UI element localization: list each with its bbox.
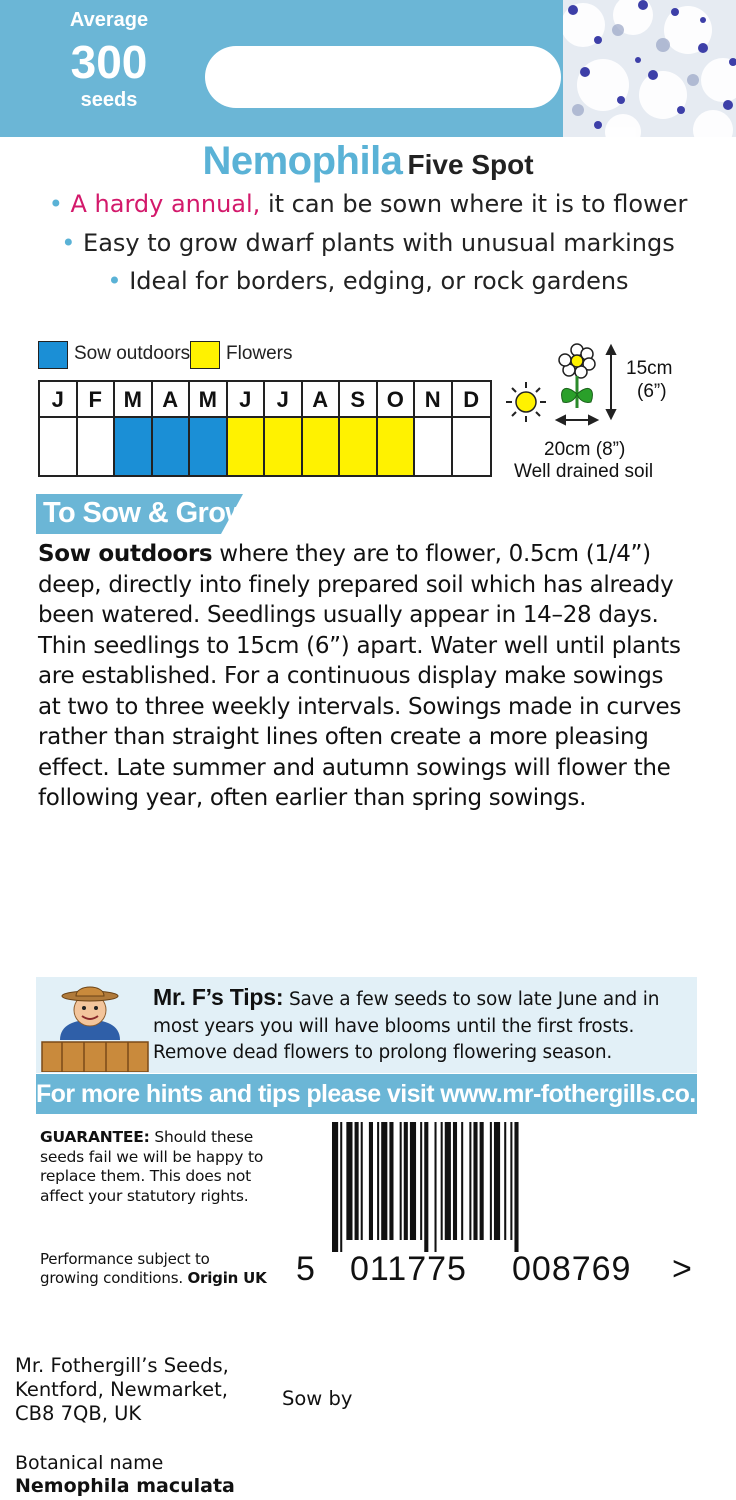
calendar-month-letter: O	[378, 382, 414, 418]
sun-icon	[504, 380, 548, 424]
barcode-bar	[445, 1122, 451, 1240]
calendar-month-letter: A	[153, 382, 189, 418]
calendar-month-letter: M	[115, 382, 151, 418]
botanical-label: Botanical name	[15, 1452, 164, 1474]
sowing-calendar	[38, 380, 492, 477]
sow-grow-instructions: Sow outdoors where they are to flower, 0.5cm (1/4”) deep, directly into finely prepared soil which has already been watered. Seedlings usually appear in 14–28 days. Thin seedlings to 15cm (6”) apart. Water well until plants are established. For a continuous display make sowings at two to three weekly intervals. Sowings made in curves rather than straight lines often create a more pleasing effect. Late summer and autumn sowings will flower the following year, often earlier than spring sowings.	[38, 541, 682, 811]
calendar-month-10	[378, 382, 416, 475]
legend-flower-swatch	[190, 341, 220, 369]
calendar-month-letter: S	[340, 382, 376, 418]
botanical-value: Nemophila maculata	[15, 1475, 235, 1497]
barcode-group-2: 008769	[512, 1250, 632, 1288]
flower-photo	[563, 0, 736, 137]
barcode-bar	[404, 1122, 408, 1240]
spread-value: 20cm (8”)	[544, 439, 626, 460]
calendar-month-letter: A	[303, 382, 339, 418]
bullet-3: • Ideal for borders, edging, or rock gardens	[107, 267, 629, 295]
bullet-2: • Easy to grow dwarf plants with unusual markings	[61, 229, 675, 257]
calendar-cell-sow	[115, 418, 151, 475]
calendar-month-letter: D	[453, 382, 491, 418]
origin-label: Origin UK	[187, 1269, 267, 1287]
calendar-cell-none	[40, 418, 76, 475]
mr-f-mascot-icon	[40, 980, 150, 1072]
calendar-month-5	[190, 382, 228, 475]
barcode-first-digit: 5	[296, 1250, 315, 1288]
calendar-month-6	[228, 382, 266, 475]
barcode-bar	[361, 1122, 363, 1240]
calendar-month-9	[340, 382, 378, 475]
seed-count-top: Average	[69, 9, 149, 31]
seed-count-bottom: seeds	[80, 89, 138, 111]
barcode-bar	[490, 1122, 492, 1240]
botanical-name	[15, 1452, 235, 1498]
calendar-month-letter: J	[265, 382, 301, 418]
sow-lead: Sow outdoors	[38, 541, 213, 567]
barcode-bar	[400, 1122, 402, 1240]
seed-count-number: 300	[70, 36, 148, 88]
calendar-cell-none	[78, 418, 114, 475]
legend-sow-label: Sow outdoors	[74, 343, 191, 364]
calendar-cell-sow	[190, 418, 226, 475]
barcode-bar	[441, 1122, 443, 1240]
soil-type: Well drained soil	[514, 461, 654, 482]
bullet-1: • A hardy annual, it can be sown where it is to flower	[48, 190, 688, 218]
height-metric: 15cm	[626, 358, 673, 379]
barcode-bar	[369, 1122, 373, 1240]
calendar-month-7	[265, 382, 303, 475]
barcode-bar	[461, 1122, 463, 1240]
barcode-bar	[514, 1122, 518, 1252]
bullet-1-text: it can be sown where it is to flower	[260, 190, 688, 218]
sow-grow-heading: To Sow & Grow	[43, 497, 248, 529]
calendar-month-4	[153, 382, 191, 475]
calendar-month-letter: N	[415, 382, 451, 418]
page-title	[0, 139, 736, 184]
barcode-bar	[473, 1122, 477, 1240]
barcode-bar	[504, 1122, 506, 1240]
barcode-bar	[355, 1122, 359, 1240]
height-imperial: (6”)	[637, 381, 667, 402]
seed-count-box	[0, 0, 218, 137]
bullet-2-text: Easy to grow dwarf plants with unusual markings	[83, 229, 675, 257]
calendar-month-letter: J	[40, 382, 76, 418]
calendar-month-8	[303, 382, 341, 475]
barcode-group-1: 011775	[350, 1250, 467, 1288]
barcode-bar	[340, 1122, 342, 1252]
performance-note: Performance subject to growing conditions. Origin UK	[40, 1250, 267, 1287]
calendar-cell-flower	[228, 418, 264, 475]
barcode-bar	[410, 1122, 416, 1240]
sow-by-label: Sow by	[282, 1387, 353, 1410]
bullet-1-highlight: A hardy annual,	[70, 190, 261, 218]
calendar-month-12	[453, 382, 491, 475]
barcode-bar	[420, 1122, 422, 1240]
website-link[interactable]: For more hints and tips please visit www.mr-fothergills.co.uk	[36, 1080, 724, 1108]
calendar-month-letter: F	[78, 382, 114, 418]
barcode-end-mark: >	[672, 1250, 692, 1288]
calendar-cell-flower	[265, 418, 301, 475]
tips-text: Mr. F’s Tips: Save a few seeds to sow late June and in most years you will have blooms until the first frosts. Remove dead flowers to prolong flowering season.	[153, 984, 660, 1063]
barcode-bar	[346, 1122, 352, 1240]
barcode-bar	[332, 1122, 338, 1252]
barcode-bar	[377, 1122, 379, 1240]
species-name: Nemophila	[202, 139, 403, 183]
barcode-bar	[453, 1122, 457, 1240]
barcode-bars	[330, 1122, 670, 1252]
legend-flower-label: Flowers	[226, 343, 293, 364]
calendar-month-2	[78, 382, 116, 475]
variety-name: Five Spot	[407, 149, 534, 180]
calendar-cell-flower	[340, 418, 376, 475]
calendar-month-letter: J	[228, 382, 264, 418]
barcode-bar	[469, 1122, 471, 1240]
calendar-cell-flower	[378, 418, 414, 475]
barcode-bar	[480, 1122, 484, 1240]
company-address: Mr. Fothergill’s Seeds, Kentford, Newmarket, CB8 7QB, UK	[15, 1354, 229, 1425]
barcode-bar	[510, 1122, 512, 1240]
calendar-month-letter: M	[190, 382, 226, 418]
barcode-bar	[435, 1122, 437, 1252]
barcode-bar	[389, 1122, 393, 1240]
barcode-bar	[424, 1122, 428, 1252]
guarantee-label: GUARANTEE:	[40, 1128, 150, 1146]
calendar-month-1	[40, 382, 78, 475]
tips-heading: Mr. F’s Tips:	[153, 984, 284, 1010]
calendar-cell-flower	[303, 418, 339, 475]
barcode-bar	[381, 1122, 387, 1240]
legend-sow-swatch	[38, 341, 68, 369]
barcode-bar	[494, 1122, 500, 1240]
calendar-cell-none	[415, 418, 451, 475]
plant-size-icon	[553, 342, 633, 434]
calendar-month-11	[415, 382, 453, 475]
guarantee-text: GUARANTEE: Should these seeds fail we will be happy to replace them. This does not affect your statutory rights.	[40, 1128, 264, 1205]
calendar-month-3	[115, 382, 153, 475]
bullet-3-text: Ideal for borders, edging, or rock gardens	[129, 267, 629, 295]
calendar-cell-sow	[153, 418, 189, 475]
calendar-cell-none	[453, 418, 491, 475]
price-label-oval	[205, 46, 561, 108]
